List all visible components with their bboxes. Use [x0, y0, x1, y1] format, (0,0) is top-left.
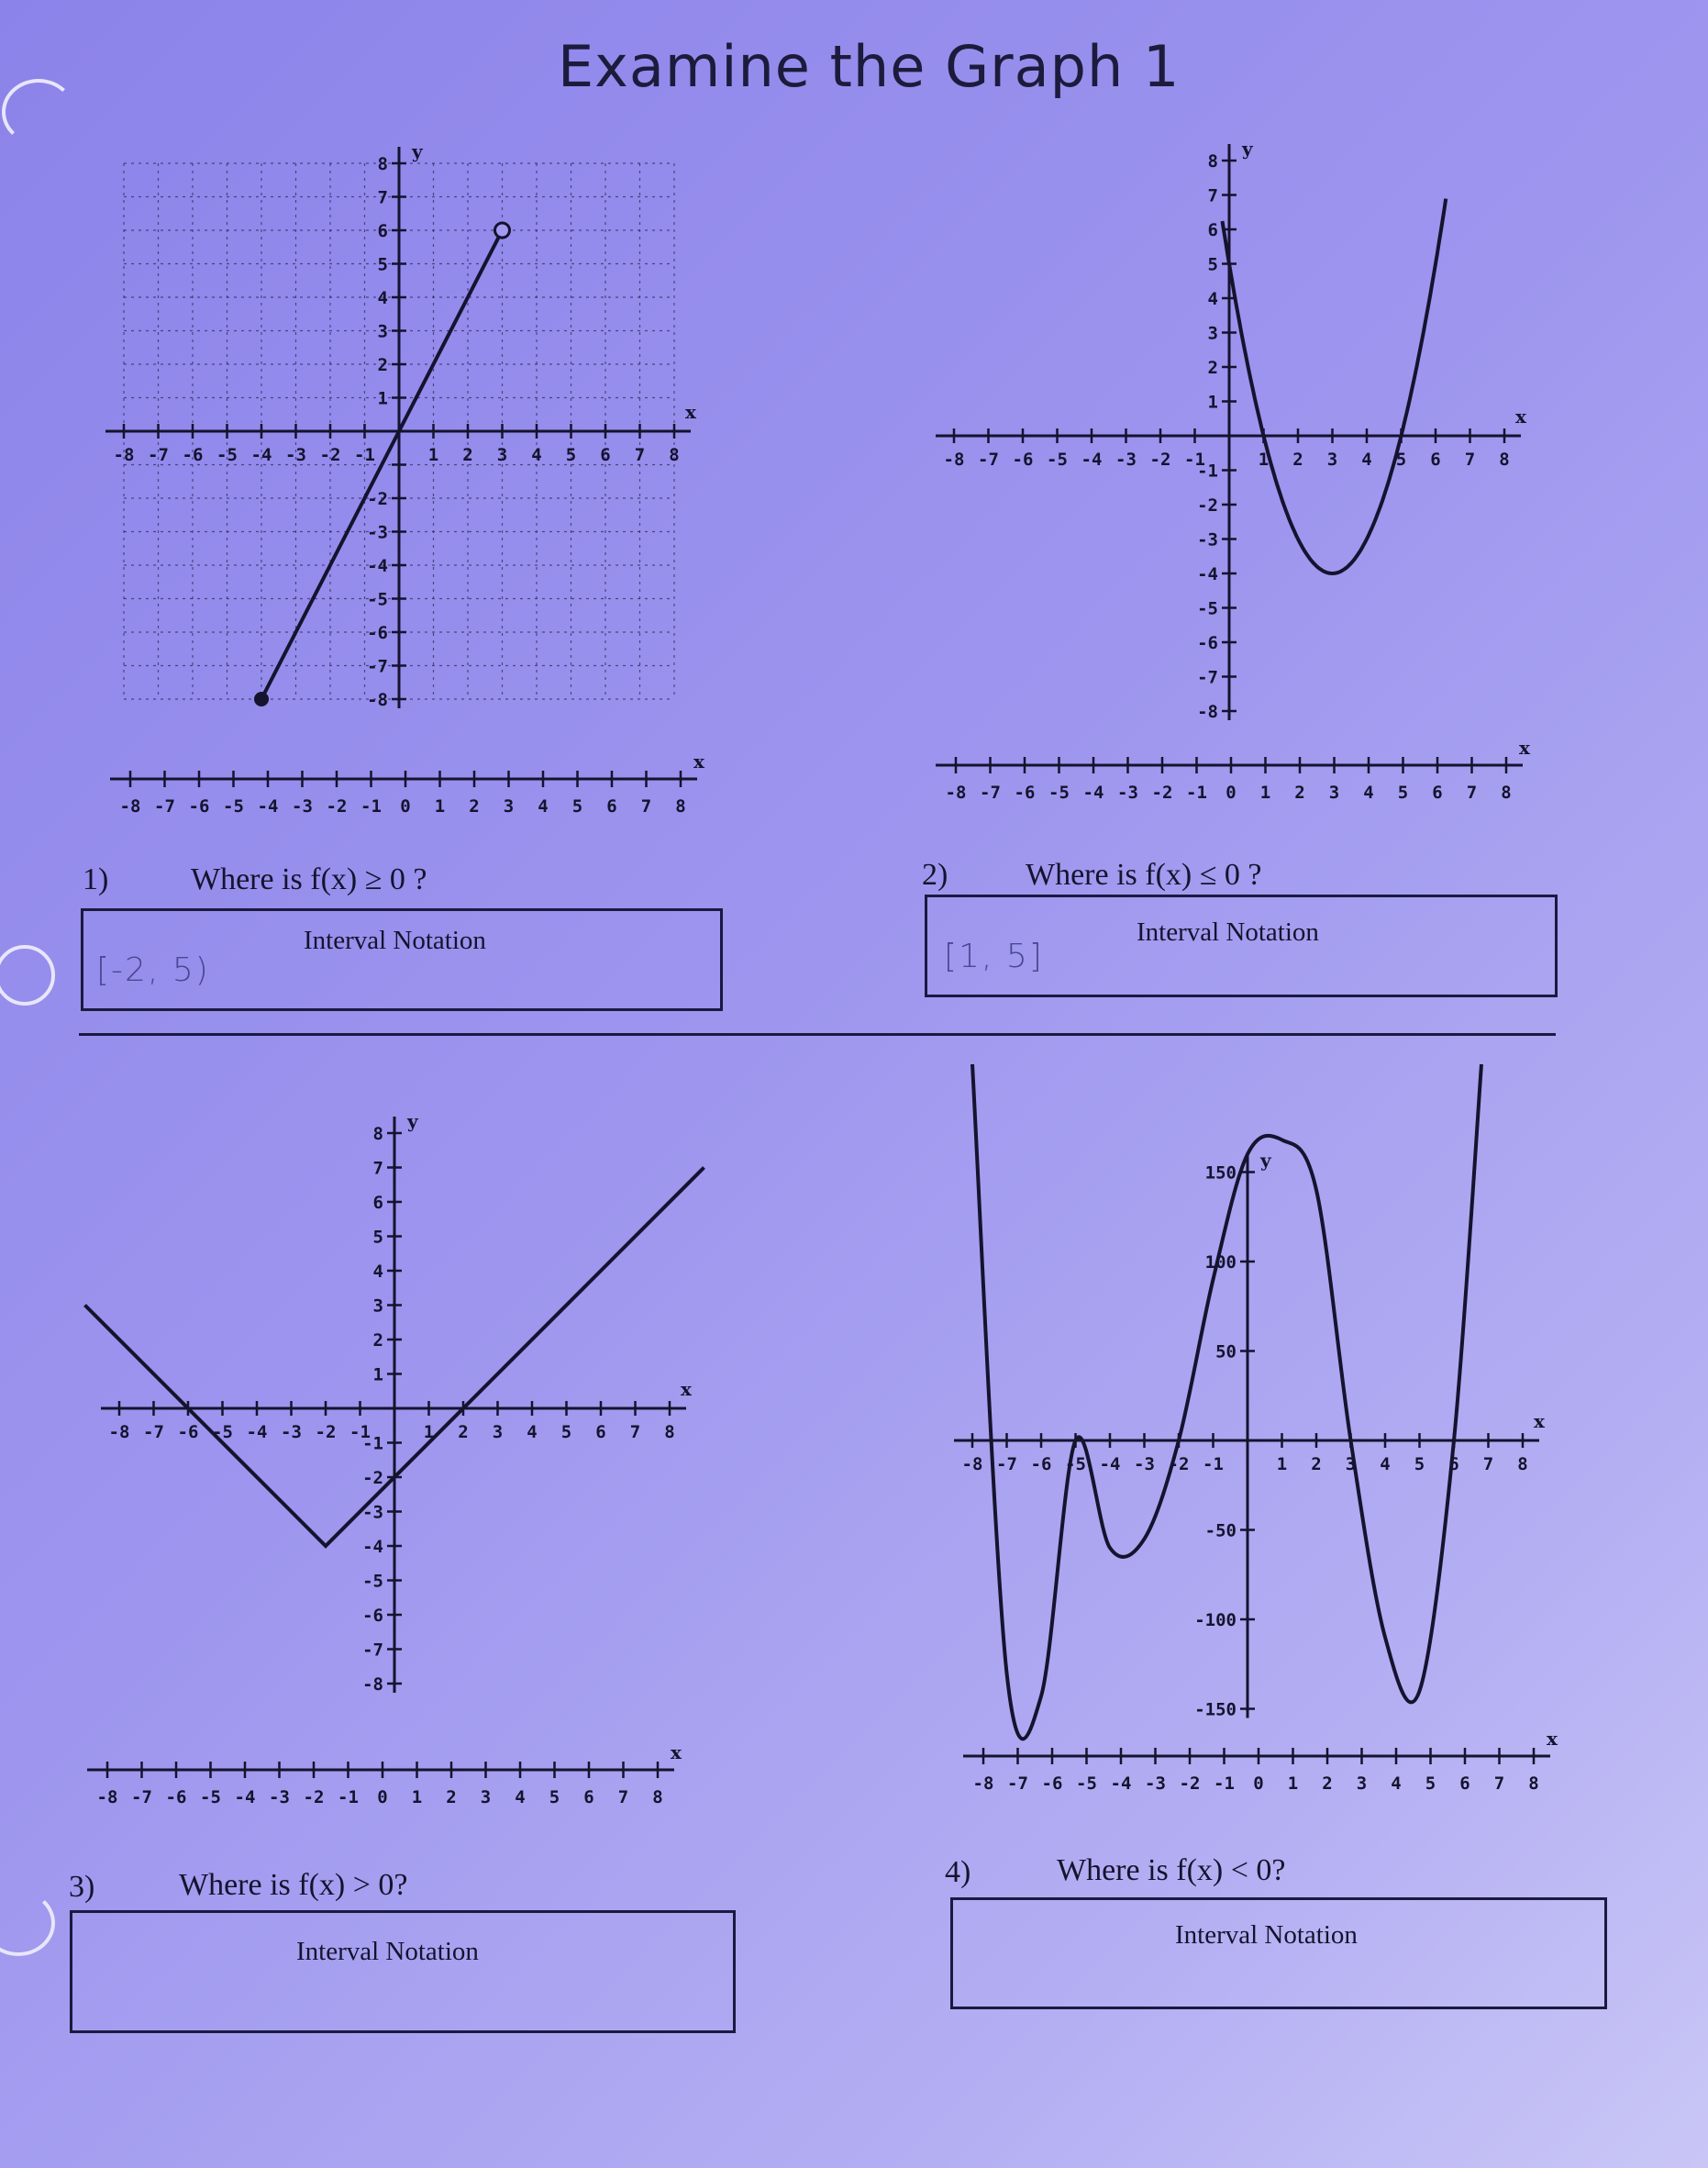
number-line-label: 3 — [1328, 783, 1340, 803]
y-tick-label: 4 — [372, 1262, 383, 1282]
number-line-label: -2 — [1151, 783, 1173, 803]
y-tick-label: 1 — [377, 388, 388, 409]
y-tick-label: 5 — [1207, 254, 1218, 275]
x-tick-label: -5 — [1065, 1454, 1086, 1474]
y-tick-label: 4 — [1207, 289, 1218, 309]
parabola-curve — [1223, 199, 1447, 573]
y-tick-label: -6 — [367, 623, 388, 643]
x-axis-label: x — [1515, 406, 1526, 428]
number-line-label: -8 — [972, 1773, 994, 1794]
y-axis-label: y — [412, 140, 423, 162]
number-line-label: 4 — [538, 796, 549, 817]
y-tick-label: -1 — [1197, 461, 1218, 482]
y-tick-label: 5 — [372, 1227, 383, 1248]
y-axis-label: y — [1242, 138, 1253, 160]
x-tick-label: -3 — [285, 445, 306, 465]
question-2-prompt: Where is f(x) ≤ 0 ? — [1026, 858, 1262, 892]
number-line-label: -2 — [303, 1787, 325, 1807]
question-1-number: 1) — [83, 862, 109, 896]
number-line-2 — [936, 737, 1532, 807]
y-tick-label: 2 — [372, 1330, 383, 1351]
number-line-label: 8 — [675, 796, 686, 817]
x-tick-label: 4 — [1361, 450, 1372, 470]
number-line-label: -4 — [1110, 1773, 1132, 1794]
number-line-axis-name: x — [671, 1741, 682, 1763]
number-line-label: -3 — [269, 1787, 290, 1807]
number-line-label: 3 — [480, 1787, 492, 1807]
x-tick-label: -4 — [250, 445, 272, 465]
number-line-label: -3 — [1117, 783, 1138, 803]
x-tick-label: 8 — [1517, 1454, 1528, 1474]
x-tick-label: 6 — [1448, 1454, 1459, 1474]
y-tick-label: -5 — [362, 1571, 383, 1592]
x-tick-label: -1 — [1184, 450, 1205, 470]
y-tick-label: 2 — [1207, 358, 1218, 378]
x-tick-label: 1 — [1276, 1454, 1288, 1474]
y-tick-label: 150 — [1204, 1162, 1237, 1184]
x-tick-label: 7 — [1464, 450, 1476, 470]
question-2-number: 2) — [922, 858, 948, 892]
y-tick-label: -50 — [1204, 1520, 1237, 1541]
number-line-label: -1 — [338, 1787, 359, 1807]
page-title: Examine the Graph 1 — [558, 33, 1181, 100]
answer-box-2[interactable] — [925, 895, 1558, 997]
y-tick-label: 100 — [1204, 1252, 1237, 1273]
number-line-label: 0 — [1253, 1773, 1264, 1794]
y-tick-label: -2 — [1197, 495, 1218, 516]
x-tick-label: 4 — [531, 445, 542, 465]
x-tick-label: 3 — [492, 1422, 504, 1442]
box-label-2: Interval Notation — [1137, 917, 1319, 947]
number-line-label: -6 — [1041, 1773, 1063, 1794]
y-tick-label: 1 — [372, 1364, 383, 1385]
x-tick-label: -5 — [212, 1422, 233, 1442]
x-tick-label: -6 — [177, 1422, 199, 1442]
number-line-label: -4 — [234, 1787, 256, 1807]
x-tick-label: -8 — [108, 1422, 130, 1442]
number-line-label: -7 — [980, 783, 1001, 803]
number-line-label: 5 — [1397, 783, 1409, 803]
x-axis-label: x — [685, 401, 696, 423]
box-label-1: Interval Notation — [304, 926, 486, 955]
number-line-label: 2 — [1322, 1773, 1333, 1794]
y-tick-label: 3 — [1207, 323, 1218, 344]
number-line-4 — [963, 1728, 1587, 1798]
number-line-label: -6 — [188, 796, 210, 817]
question-1-prompt: Where is f(x) ≥ 0 ? — [191, 862, 427, 896]
number-line-label: 0 — [400, 796, 411, 817]
y-tick-label: -3 — [362, 1502, 383, 1523]
number-line-label: -8 — [119, 796, 141, 817]
handwritten-answer-2: [1, 5] — [944, 938, 1044, 975]
x-tick-label: 6 — [595, 1422, 606, 1442]
y-tick-label: 7 — [377, 187, 388, 208]
number-line-label: 2 — [1294, 783, 1305, 803]
number-line-label: -5 — [1048, 783, 1070, 803]
number-line-label: 8 — [652, 1787, 663, 1807]
y-tick-label: 8 — [377, 154, 388, 174]
number-line-label: 1 — [1259, 783, 1271, 803]
y-tick-label: -4 — [367, 556, 388, 576]
answer-box-1[interactable] — [81, 908, 723, 1011]
binder-hole-middle — [0, 945, 55, 1006]
x-tick-label: 4 — [527, 1422, 538, 1442]
number-line-label: 4 — [515, 1787, 526, 1807]
number-line-3 — [87, 1741, 711, 1812]
x-tick-label: -7 — [148, 445, 169, 465]
x-tick-label: -4 — [1099, 1454, 1121, 1474]
number-line-label: 2 — [469, 796, 480, 817]
number-line-label: -3 — [292, 796, 313, 817]
number-line-label: 0 — [377, 1787, 388, 1807]
number-line-axis-name: x — [693, 750, 704, 773]
number-line-label: -6 — [1014, 783, 1036, 803]
x-tick-label: -2 — [1168, 1454, 1190, 1474]
x-tick-label: -7 — [996, 1454, 1017, 1474]
x-tick-label: -3 — [1134, 1454, 1155, 1474]
y-tick-label: -2 — [362, 1468, 383, 1488]
number-line-label: -1 — [1214, 1773, 1235, 1794]
graph-4 — [954, 1083, 1578, 1725]
y-tick-label: -5 — [367, 589, 388, 610]
x-tick-label: -3 — [281, 1422, 302, 1442]
y-tick-label: -3 — [367, 522, 388, 543]
number-line-label: -2 — [326, 796, 348, 817]
y-tick-label: -8 — [1197, 702, 1218, 722]
y-tick-label: 8 — [1207, 151, 1218, 172]
number-line-label: -5 — [1076, 1773, 1097, 1794]
answer-box-3[interactable] — [70, 1910, 736, 2033]
x-tick-label: 5 — [1395, 450, 1407, 470]
number-line-label: 2 — [446, 1787, 457, 1807]
y-tick-label: 6 — [372, 1193, 383, 1213]
y-tick-label: 3 — [377, 321, 388, 342]
binder-hole-top — [2, 79, 75, 145]
number-line-label: -6 — [165, 1787, 187, 1807]
number-line-label: 6 — [1459, 1773, 1470, 1794]
x-tick-label: -2 — [315, 1422, 337, 1442]
x-tick-label: 3 — [1345, 1454, 1357, 1474]
x-tick-label: -6 — [182, 445, 204, 465]
number-line-axis-name: x — [1519, 737, 1530, 759]
x-tick-label: -2 — [319, 445, 341, 465]
y-tick-label: 5 — [377, 254, 388, 275]
y-tick-label: -150 — [1194, 1699, 1237, 1720]
x-tick-label: 2 — [458, 1422, 469, 1442]
number-line-label: -4 — [257, 796, 279, 817]
number-line-label: 1 — [411, 1787, 423, 1807]
y-tick-label: -6 — [362, 1606, 383, 1626]
y-tick-label: -8 — [367, 690, 388, 710]
y-tick-label: -4 — [362, 1537, 383, 1557]
y-tick-label: -8 — [362, 1674, 383, 1695]
number-line-label: -1 — [360, 796, 382, 817]
graph-3 — [83, 1096, 725, 1739]
y-tick-label: -7 — [362, 1640, 383, 1661]
x-tick-label: 1 — [427, 445, 439, 465]
number-line-label: -2 — [1179, 1773, 1201, 1794]
graph-2 — [936, 124, 1532, 720]
number-line-label: 6 — [1432, 783, 1443, 803]
number-line-label: -5 — [223, 796, 244, 817]
x-axis-label: x — [1534, 1410, 1545, 1432]
x-tick-label: 5 — [1414, 1454, 1425, 1474]
x-tick-label: 7 — [1482, 1454, 1494, 1474]
y-tick-label: 50 — [1215, 1341, 1237, 1362]
x-tick-label: 4 — [1380, 1454, 1391, 1474]
x-tick-label: 5 — [565, 445, 577, 465]
number-line-label: 7 — [617, 1787, 629, 1807]
x-tick-label: -4 — [246, 1422, 268, 1442]
y-axis-label: y — [407, 1110, 418, 1132]
question-4-prompt: Where is f(x) < 0? — [1057, 1853, 1286, 1887]
y-tick-label: 6 — [1207, 220, 1218, 240]
number-line-axis-name: x — [1547, 1728, 1558, 1750]
number-line-label: 3 — [503, 796, 515, 817]
x-tick-label: 2 — [462, 445, 473, 465]
number-line-label: -7 — [154, 796, 175, 817]
number-line-label: 1 — [1287, 1773, 1299, 1794]
x-tick-label: 1 — [1258, 450, 1270, 470]
box-label-3: Interval Notation — [296, 1937, 479, 1966]
y-tick-label: 3 — [372, 1295, 383, 1317]
binder-hole-bottom — [0, 1890, 55, 1956]
handwritten-answer-1: [-2, 5) — [96, 951, 210, 989]
x-tick-label: -1 — [1203, 1454, 1224, 1474]
x-tick-label: 3 — [1326, 450, 1338, 470]
y-tick-label: 4 — [377, 288, 388, 308]
number-line-label: 7 — [1493, 1773, 1505, 1794]
y-tick-label: -6 — [1197, 633, 1218, 653]
y-axis-label: y — [1260, 1149, 1271, 1172]
x-tick-label: -8 — [943, 450, 965, 470]
number-line-label: 0 — [1226, 783, 1237, 803]
graph-1 — [110, 140, 697, 734]
x-tick-label: -4 — [1081, 450, 1103, 470]
y-tick-label: -7 — [1197, 667, 1218, 688]
x-tick-label: -6 — [1030, 1454, 1052, 1474]
x-tick-label: 8 — [664, 1422, 675, 1442]
number-line-label: 5 — [549, 1787, 560, 1807]
number-line-label: -8 — [945, 783, 967, 803]
number-line-label: 4 — [1391, 1773, 1402, 1794]
number-line-label: -4 — [1082, 783, 1104, 803]
x-tick-label: 2 — [1292, 450, 1303, 470]
x-tick-label: 3 — [496, 445, 508, 465]
question-4-number: 4) — [945, 1855, 971, 1889]
x-tick-label: 6 — [600, 445, 611, 465]
number-line-label: 3 — [1356, 1773, 1368, 1794]
x-tick-label: 8 — [1499, 450, 1510, 470]
y-tick-label: -5 — [1197, 598, 1218, 619]
number-line-label: 1 — [434, 796, 446, 817]
y-tick-label: 1 — [1207, 392, 1218, 413]
number-line-label: -5 — [200, 1787, 221, 1807]
y-tick-label: 8 — [372, 1124, 383, 1144]
y-tick-label: -100 — [1194, 1610, 1237, 1630]
number-line-label: 6 — [606, 796, 617, 817]
x-tick-label: -8 — [113, 445, 135, 465]
x-tick-label: -8 — [961, 1454, 983, 1474]
closed-endpoint — [254, 692, 269, 706]
number-line-label: 8 — [1528, 1773, 1539, 1794]
number-line-label: 7 — [1466, 783, 1478, 803]
number-line-label: 7 — [640, 796, 652, 817]
open-endpoint — [495, 223, 510, 238]
y-tick-label: 7 — [1207, 185, 1218, 206]
number-line-label: 5 — [1425, 1773, 1436, 1794]
number-line-label: -7 — [1007, 1773, 1028, 1794]
x-axis-label: x — [681, 1378, 692, 1400]
x-tick-label: 6 — [1430, 450, 1441, 470]
number-line-label: 5 — [571, 796, 583, 817]
number-line-label: -1 — [1186, 783, 1207, 803]
x-tick-label: 7 — [629, 1422, 641, 1442]
y-tick-label: 7 — [372, 1158, 383, 1179]
number-line-label: 6 — [583, 1787, 594, 1807]
question-3-prompt: Where is f(x) > 0? — [179, 1868, 408, 1902]
x-tick-label: -2 — [1149, 450, 1171, 470]
number-line-1 — [110, 750, 706, 821]
y-tick-label: -3 — [1197, 529, 1218, 550]
y-tick-label: 6 — [377, 221, 388, 241]
x-tick-label: 2 — [1311, 1454, 1322, 1474]
x-tick-label: -1 — [354, 445, 375, 465]
x-tick-label: -5 — [216, 445, 238, 465]
answer-box-4[interactable] — [950, 1897, 1607, 2009]
number-line-label: 4 — [1363, 783, 1374, 803]
x-tick-label: -7 — [143, 1422, 164, 1442]
x-tick-label: -3 — [1115, 450, 1137, 470]
x-tick-label: 1 — [423, 1422, 435, 1442]
number-line-label: -3 — [1145, 1773, 1166, 1794]
y-tick-label: -7 — [367, 656, 388, 677]
x-tick-label: -7 — [978, 450, 999, 470]
section-divider — [79, 1033, 1556, 1036]
question-3-number: 3) — [69, 1870, 95, 1904]
number-line-label: -7 — [131, 1787, 152, 1807]
x-tick-label: 8 — [669, 445, 680, 465]
x-tick-label: 7 — [634, 445, 646, 465]
y-tick-label: -2 — [367, 489, 388, 509]
number-line-label: -8 — [96, 1787, 118, 1807]
y-tick-label: 2 — [377, 355, 388, 375]
y-tick-label: -4 — [1197, 564, 1218, 584]
y-tick-label: -1 — [362, 1433, 383, 1454]
x-tick-label: -1 — [349, 1422, 371, 1442]
x-tick-label: -5 — [1047, 450, 1068, 470]
box-label-4: Interval Notation — [1175, 1920, 1358, 1950]
x-tick-label: -6 — [1012, 450, 1034, 470]
x-tick-label: 5 — [560, 1422, 572, 1442]
number-line-label: 8 — [1501, 783, 1512, 803]
